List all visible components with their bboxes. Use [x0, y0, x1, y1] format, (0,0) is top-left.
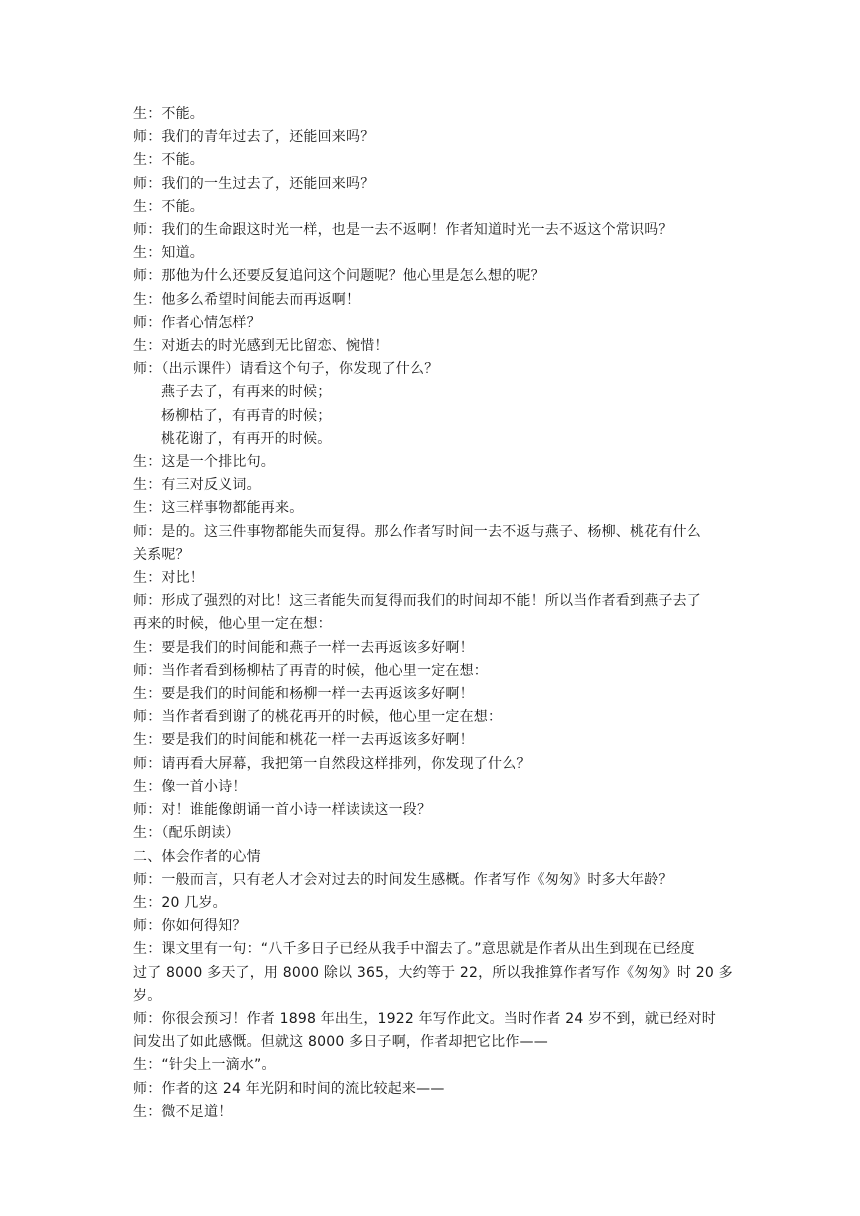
- teacher-line: 师：你很会预习！作者 1898 年出生，1922 年写作此文。当时作者 24 岁不到，就已经对时: [133, 1010, 716, 1027]
- student-line: 生：他多么希望时间能去而再返啊！: [133, 291, 361, 308]
- teacher-line: 师：你如何得知？: [133, 918, 247, 935]
- student-line: 生：有三对反义词。: [133, 477, 261, 494]
- teacher-line: 师：我们的一生过去了，还能回来吗？: [133, 175, 375, 192]
- teacher-line: 师：我们的生命跟这时光一样，也是一去不返啊！作者知道时光一去不返这个常识吗？: [133, 222, 673, 239]
- teacher-line: 师：是的。这三件事物都能失而复得。那么作者写时间一去不返与燕子、杨柳、桃花有什么: [133, 523, 701, 540]
- continuation-line: 岁。: [133, 987, 162, 1004]
- quoted-verse-line: 燕子去了，有再来的时候；: [161, 384, 332, 401]
- teacher-line: 师：作者心情怎样？: [133, 314, 261, 331]
- teacher-line: 师：我们的青年过去了，还能回来吗？: [133, 129, 375, 146]
- teacher-line: 师：那他为什么还要反复追问这个问题呢？他心里是怎么想的呢？: [133, 268, 545, 285]
- continuation-line: 过了 8000 多天了，用 8000 除以 365，大约等于 22，所以我推算作者写作《匆匆》时 20 多: [133, 964, 733, 981]
- teacher-line: 师：形成了强烈的对比！这三者能失而复得而我们的时间却不能！所以当作者看到燕子去了: [133, 593, 701, 610]
- student-line: 生：不能。: [133, 152, 204, 169]
- student-line: 生：知道。: [133, 245, 204, 262]
- teacher-line: 师：当作者看到杨柳枯了再青的时候，他心里一定在想：: [133, 662, 488, 679]
- student-line: 生：这三样事物都能再来。: [133, 500, 304, 517]
- teacher-line: 师：对！谁能像朗诵一首小诗一样读读这一段？: [133, 802, 432, 819]
- student-line: 生：（配乐朗读）: [133, 825, 240, 842]
- student-line: 生：对比！: [133, 570, 204, 587]
- student-line: 生：要是我们的时间能和杨柳一样一去再返该多好啊！: [133, 686, 474, 703]
- student-line: 生：对逝去的时光感到无比留恋、惋惜！: [133, 338, 389, 355]
- student-line: 生：这是一个排比句。: [133, 454, 275, 471]
- section-heading: 二、体会作者的心情: [133, 848, 261, 865]
- continuation-line: 再来的时候，他心里一定在想：: [133, 616, 332, 633]
- teacher-line: 师：请再看大屏幕，我把第一自然段这样排列，你发现了什么？: [133, 755, 531, 772]
- student-line: 生：“针尖上一滴水”。: [133, 1057, 276, 1074]
- document-body: [133, 103, 733, 1124]
- student-line: 生：像一首小诗！: [133, 778, 247, 795]
- teacher-line: 师：作者的这 24 年光阴和时间的流比较起来——: [133, 1080, 445, 1097]
- quoted-verse-line: 杨柳枯了，有再青的时候；: [161, 407, 332, 424]
- student-line: 生：课文里有一句：“八千多日子已经从我手中溜去了。”意思就是作者从出生到现在已经度: [133, 941, 695, 958]
- student-line: 生：不能。: [133, 198, 204, 215]
- quoted-verse-line: 桃花谢了，有再开的时候。: [161, 430, 332, 447]
- teacher-line: 师：一般而言，只有老人才会对过去的时间发生感概。作者写作《匆匆》时多大年龄？: [133, 871, 673, 888]
- continuation-line: 关系呢？: [133, 546, 190, 563]
- continuation-line: 间发出了如此感慨。但就这 8000 多日子啊，作者却把它比作——: [133, 1034, 548, 1051]
- student-line: 生：不能。: [133, 106, 204, 122]
- teacher-line: 师：当作者看到谢了的桃花再开的时候，他心里一定在想：: [133, 709, 503, 726]
- teacher-line: 师：（出示课件）请看这个句子，你发现了什么？: [133, 361, 439, 378]
- student-line: 生：微不足道！: [133, 1103, 233, 1120]
- student-line: 生：20 几岁。: [133, 894, 227, 911]
- student-line: 生：要是我们的时间能和桃花一样一去再返该多好啊！: [133, 732, 474, 749]
- student-line: 生：要是我们的时间能和燕子一样一去再返该多好啊！: [133, 639, 474, 656]
